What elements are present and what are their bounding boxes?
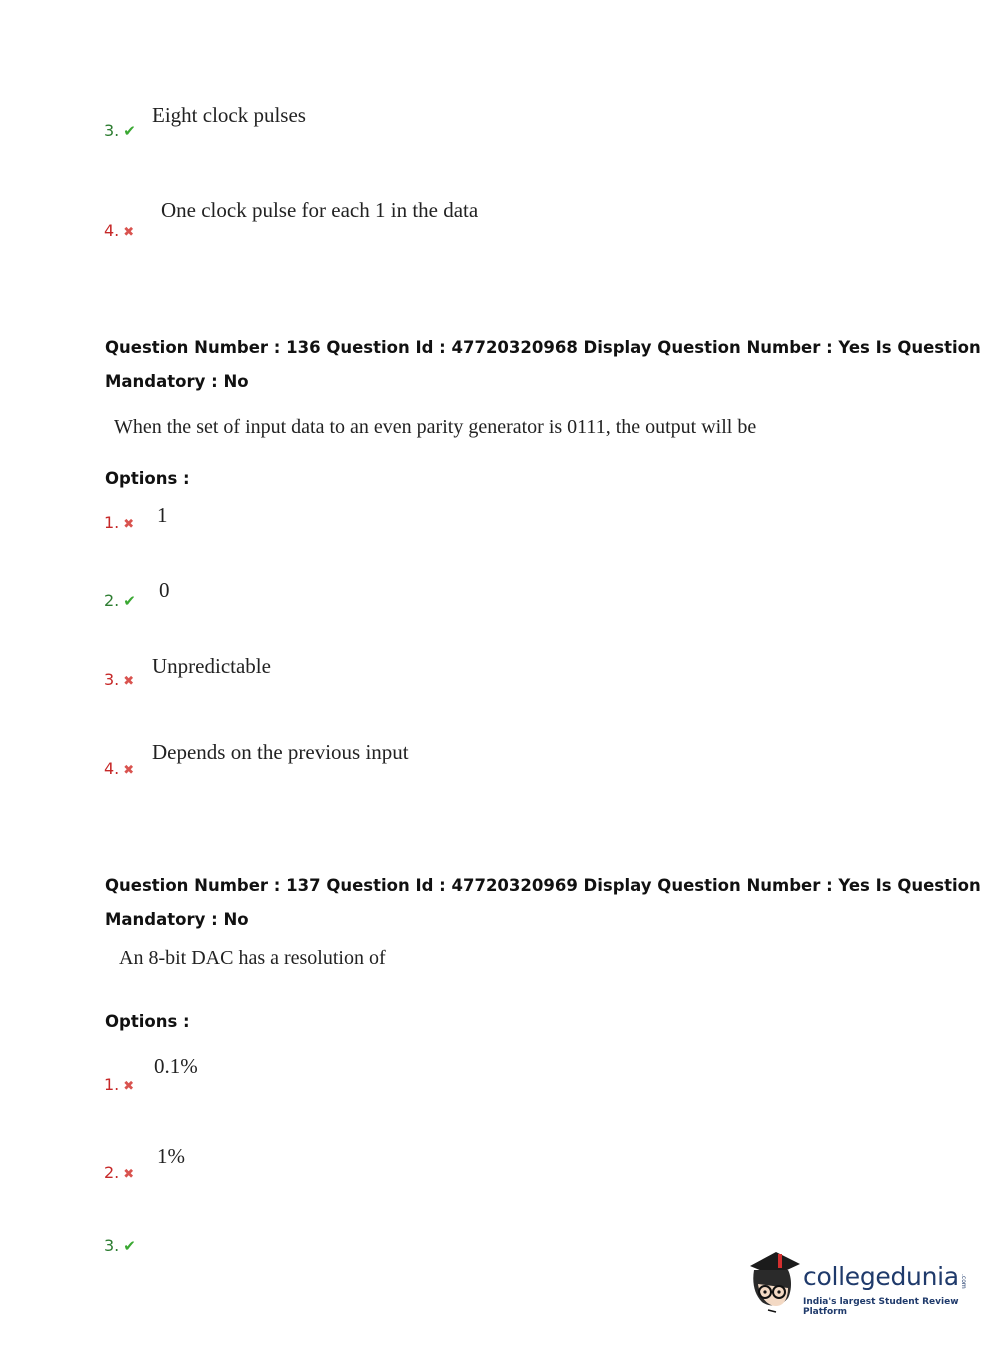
cross-icon: ✖	[123, 517, 135, 532]
option-number: 3. ✖	[104, 670, 134, 692]
option-text: 1%	[157, 1144, 185, 1168]
cross-icon: ✖	[123, 1079, 135, 1094]
option-number: 3. ✔	[104, 1236, 136, 1255]
cross-icon: ✖	[123, 674, 135, 689]
check-icon: ✔	[123, 122, 136, 140]
options-label: Options :	[105, 469, 190, 488]
option-number: 2. ✔	[104, 591, 136, 610]
option-text: One clock pulse for each 1 in the data	[161, 198, 479, 222]
option-text: Eight clock pulses	[152, 103, 306, 127]
check-icon: ✔	[123, 1237, 136, 1255]
question-header: Question Number : 136 Question Id : 47720320968 Display Question Number : Yes Is Question	[105, 338, 981, 357]
option-text: Unpredictable	[152, 654, 271, 678]
question-header: Question Number : 137 Question Id : 47720320969 Display Question Number : Yes Is Question	[105, 876, 981, 895]
logo-wordmark: collegedunia	[803, 1262, 959, 1291]
option-number: 1. ✖	[104, 513, 134, 535]
mascot-icon	[742, 1248, 802, 1320]
question-text: An 8-bit DAC has a resolution of	[119, 947, 386, 969]
option-number: 3. ✔	[104, 121, 136, 140]
question-header-mandatory: Mandatory : No	[105, 910, 249, 929]
question-header-mandatory: Mandatory : No	[105, 372, 249, 391]
option-number: 1. ✖	[104, 1075, 134, 1097]
option-text: 0.1%	[154, 1054, 198, 1078]
option-number: 4. ✖	[104, 221, 134, 243]
options-label: Options :	[105, 1012, 190, 1031]
collegedunia-logo	[742, 1248, 972, 1320]
option-text: 1	[157, 503, 168, 527]
cross-icon: ✖	[123, 1167, 135, 1182]
question-text: When the set of input data to an even parity generator is 0111, the output will be	[114, 416, 757, 438]
option-text: 0	[159, 578, 170, 602]
option-number: 4. ✖	[104, 759, 134, 781]
option-number: 2. ✖	[104, 1163, 134, 1185]
option-text: Depends on the previous input	[152, 740, 409, 764]
logo-tagline: India's largest Student Review Platform	[803, 1297, 959, 1317]
logo-suffix: .com	[960, 1274, 967, 1289]
cross-icon: ✖	[123, 763, 135, 778]
check-icon: ✔	[123, 592, 136, 610]
cross-icon: ✖	[123, 225, 135, 240]
